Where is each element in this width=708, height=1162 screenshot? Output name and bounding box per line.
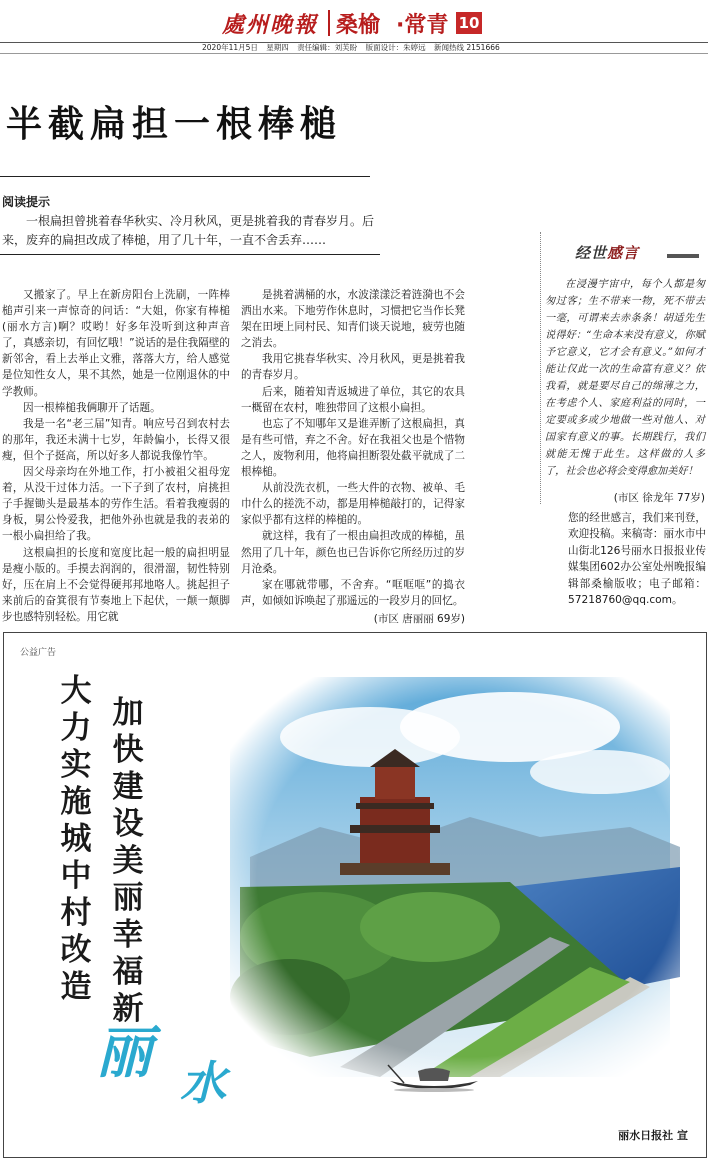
article-column-1: [2, 287, 230, 625]
sidebar-box: [540, 232, 708, 504]
public-service-ad: [3, 632, 707, 1158]
page-number-badge: 10: [456, 12, 482, 34]
ad-slogan-1: 大力实施城中村改造: [60, 673, 92, 1005]
issue-date: 2020年11月5日: [202, 43, 258, 52]
digest-label: 阅读提示: [2, 195, 51, 209]
info-bar: [0, 42, 708, 54]
digest-text: 一根扁担曾挑着春华秋实、冷月秋风，更是挑着我的青春岁月。后来，废弃的扁担改成了棒槌，用了几十年，一直不舍丢弃……: [2, 214, 375, 247]
paragraph: 后来，随着知青返城进了单位，其它的农具一概留在农村，唯独带回了这根小扁担。: [241, 385, 465, 414]
article-byline: (市区 唐丽丽 69岁): [373, 612, 465, 625]
sidebar-text: 在浸漫宇宙中，每个人都是匆匆过客；生不带来一物，死不带去一毫，可谓来去赤条条！胡适先生说得好：“生命本来没有意义，你赋予它意义，它才会有意义。”如何才能让仅此一次的生命富有意义？依我看，就是要尽自己的绵薄之力，在考虑个人、家庭利益的同时，一定要或多或少地做一些对他人、对国家有意义的事。长期践行，我们就能无愧于此生。这样做的人多了，社会也必将会变得愈加美好！: [545, 279, 705, 477]
editor-credit: 责任编辑：刘芙盼: [297, 43, 358, 52]
masthead: [0, 6, 708, 40]
paragraph: 就这样，我有了一根由扁担改成的棒槌，虽然用了几十年，颜色也已告诉你它所经历过的岁月沧桑。: [241, 530, 465, 575]
digest-bottom-rule: [0, 254, 380, 255]
sidebar-byline: (市区 徐龙年 77岁): [613, 492, 705, 504]
boat-icon: [384, 1053, 484, 1093]
ad-city-char-1: 丽: [96, 1021, 152, 1086]
paragraph: 又搬家了。早上在新房阳台上洗刷，一阵棒槌声引来一声惊奇的问话：“大姐，你家有棒槌(丽水方言)啊？哎哟！好多年没听到这种声音了，真感亲切，有回忆哦！”说话的是住我隔壁的新邻舍，看上去举止文雅，落落大方，给人感觉是位知性女人，果不其然，她是一位刚退休的中学教师。: [2, 289, 230, 398]
submission-notice: 您的经世感言，我们来刊登，欢迎投稿。来稿寄：丽水市中山街北126号丽水日报报业传媒集团602办公室处州晚报编辑部桑榆版收；电子邮箱：57218760@qq.com。: [568, 512, 706, 607]
section-name: 桑榆: [336, 13, 381, 38]
title-ornament: [667, 254, 699, 258]
paragraph: 也忘了不知哪年又是谁弄断了这根扁担，真是有些可惜，弃之不舍。好在我祖父也是个惜物之人，废物利用，他将扁担断裂处截平就成了二根棒槌。: [241, 417, 465, 479]
designer-credit: 版面设计：朱婷远: [365, 43, 426, 52]
paragraph: 这根扁担的长度和宽度比起一般的扁担明显是瘦小版的。手摸去润润的，很滑溜，韧性特别好，压在肩上不会觉得硬邦邦地咯人。挑起担子来前后的奋箕很有节奏地上下起伏，一颠一颠脚步也感特别轻松。用它就: [2, 546, 230, 623]
paragraph: 因一根棒槌我俩聊开了话题。: [23, 401, 161, 414]
news-hotline: 新闻热线 2151666: [433, 43, 500, 52]
city-scenery-illustration: [210, 677, 680, 1077]
article-column-2: [241, 287, 465, 627]
article-headline: 半截扁担一根棒槌: [6, 103, 343, 145]
sidebar-title: [575, 242, 639, 263]
paragraph: 家在哪就带哪，不舍弃。“哐哐哐”的捣衣声，如倾如诉唤起了那遥远的一段岁月的回忆。: [241, 578, 465, 607]
ad-city-char-2: 水: [180, 1056, 226, 1110]
ad-publisher: 丽水日报社 宣: [618, 1129, 688, 1142]
masthead-divider: [328, 10, 330, 36]
column-name: ·常青: [396, 13, 449, 38]
sidebar-title-suffix: 感言: [607, 244, 640, 262]
paragraph: 因父母亲均在外地工作，打小被祖父祖母宠着，从没干过体力活。一下子到了农村，肩挑担子手握锄头是最基本的劳作生活。看着我瘦弱的身板，舅公怜爱我，把他外孙也就是我的表弟的一根小扁担给了我。: [2, 466, 230, 543]
paragraph: 是挑着满桶的水，水波漾漾泛着涟漪也不会洒出水来。下地劳作休息时，习惯把它当作长凳架在田埂上同村民、知青们谈天说地，疲劳也随之消去。: [241, 289, 465, 350]
ad-slogan-2: 加快建设美丽幸福新: [112, 695, 144, 1027]
issue-weekday: 星期四: [266, 43, 289, 52]
paragraph: 我用它挑春华秋实、冷月秋风，更是挑着我的青春岁月。: [241, 353, 465, 382]
digest-top-rule: [0, 176, 370, 177]
paper-name: 處州晚報: [222, 12, 319, 38]
paragraph: 从前没洗衣机，一些大件的衣物、被单、毛巾什么的搓洗不动，都是用棒槌敲打的，记得家家似乎都有这样的棒槌的。: [241, 482, 465, 527]
sidebar-title-prefix: 经世: [575, 244, 608, 262]
ad-label: 公益广告: [20, 648, 57, 658]
paragraph: 我是一名“老三届”知青。响应号召到农村去的那年，我还未满十七岁，年龄偏小，长得又很瘦，但个子挺高，所以好多人都说我像竹竿。: [2, 417, 230, 462]
